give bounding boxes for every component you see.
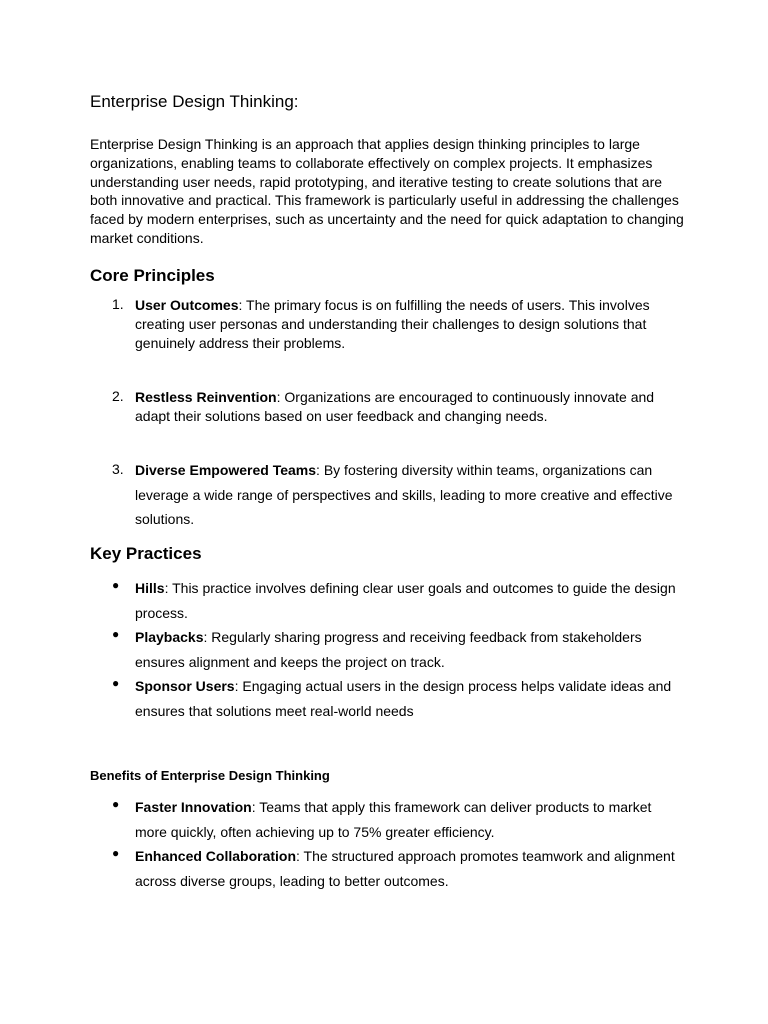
list-item-term: Playbacks xyxy=(135,629,204,645)
benefits-heading: Benefits of Enterprise Design Thinking xyxy=(90,768,330,783)
bullet-icon: ● xyxy=(112,676,120,690)
core-principles-heading: Core Principles xyxy=(90,266,215,285)
list-item-term: Hills xyxy=(135,580,165,596)
list-item-body xyxy=(135,844,683,893)
list-number: 2. xyxy=(112,388,124,404)
document-title: Enterprise Design Thinking: xyxy=(90,92,299,111)
list-number: 3. xyxy=(112,461,124,477)
list-item-body xyxy=(135,674,683,723)
list-item-body xyxy=(135,625,683,674)
list-item-term: Restless Reinvention xyxy=(135,389,277,405)
intro-paragraph: Enterprise Design Thinking is an approach that applies design thinking principles to large organizations, enabling teams to collaborate effectively on complex projects. It emphasizes understanding user needs, rapid prototyping, and iterative testing to create solutions that are both innovative and practical. This framework is particularly useful in addressing the challenges faced by modern enterprises, such as uncertainty and the need for quick adaptation to changing market conditions. xyxy=(90,136,684,246)
list-item-text: : The structured approach promotes teamwork and alignment across diverse groups, leading to better outcomes. xyxy=(135,848,675,889)
list-item-text: : Teams that apply this framework can deliver products to market more quickly, often achieving up to 75% greater efficiency. xyxy=(135,799,652,840)
list-item-term: User Outcomes xyxy=(135,297,239,313)
list-item-term: Diverse Empowered Teams xyxy=(135,462,317,478)
list-item-text: : Regularly sharing progress and receiving feedback from stakeholders ensures alignment and keeps the project on track. xyxy=(135,629,642,670)
list-item-term: Enhanced Collaboration xyxy=(135,848,297,864)
list-item-text: : The primary focus is on fulfilling the needs of users. This involves creating user personas and understanding their challenges to design solutions that genuinely address their problems. xyxy=(135,297,650,351)
key-practices-heading: Key Practices xyxy=(90,544,202,563)
list-item-body xyxy=(135,296,683,353)
list-item-text: : Engaging actual users in the design process helps validate ideas and ensures that solutions meet real-world needs xyxy=(135,678,672,719)
list-item-body xyxy=(135,795,683,844)
list-item-body xyxy=(135,388,683,426)
list-item-body xyxy=(135,576,683,625)
list-item-term: Sponsor Users xyxy=(135,678,235,694)
bullet-icon: ● xyxy=(112,578,120,592)
bullet-icon: ● xyxy=(112,797,120,811)
list-number: 1. xyxy=(112,296,124,312)
bullet-icon: ● xyxy=(112,627,120,641)
list-item-text: : By fostering diversity within teams, organizations can leverage a wide range of perspectives and skills, leading to more creative and effective solutions. xyxy=(135,462,673,528)
list-item-body xyxy=(135,458,683,532)
list-item-text: : This practice involves defining clear user goals and outcomes to guide the design process. xyxy=(135,580,676,621)
list-item-text: : Organizations are encouraged to continuously innovate and adapt their solutions based on user feedback and changing needs. xyxy=(135,389,655,424)
list-item-term: Faster Innovation xyxy=(135,799,252,815)
bullet-icon: ● xyxy=(112,846,120,860)
